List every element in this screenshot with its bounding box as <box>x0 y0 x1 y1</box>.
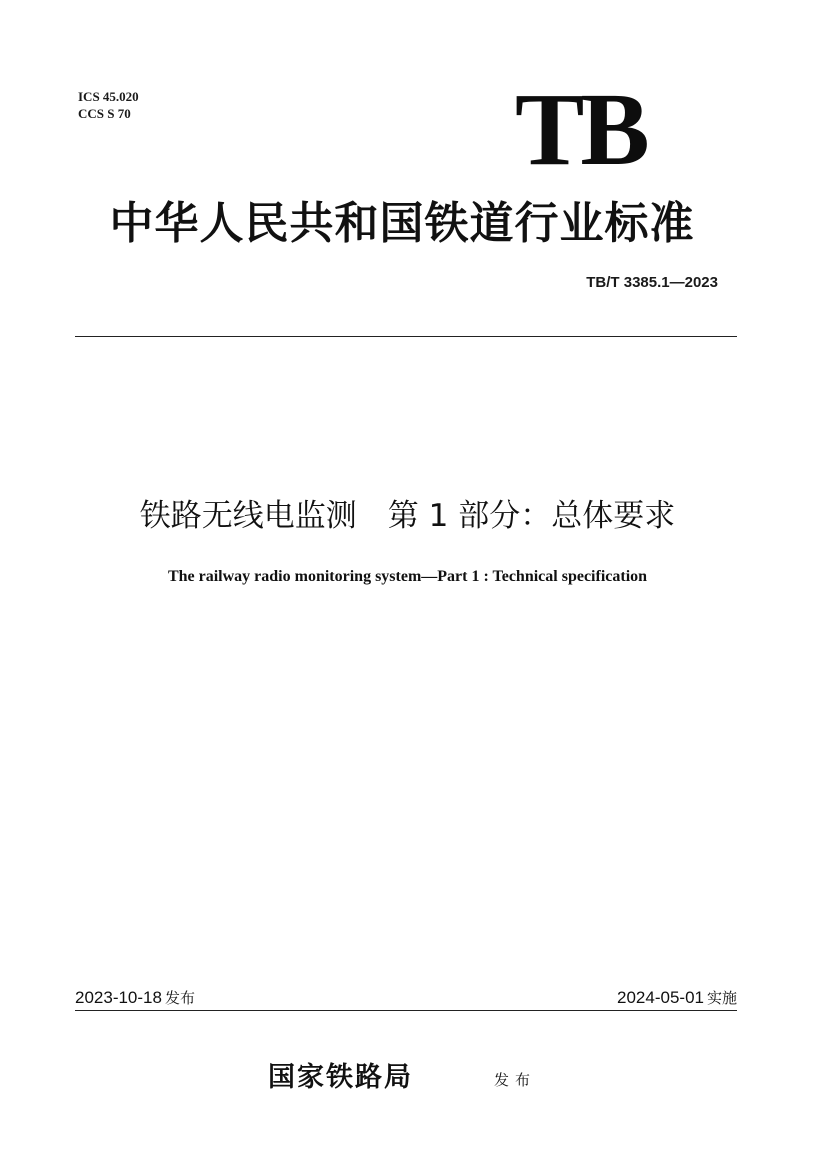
effective-label: 实施 <box>706 989 737 1007</box>
tb-logo: TB <box>515 72 646 187</box>
document-title-chinese: 铁路无线电监测 第 1 部分：总体要求 <box>139 498 676 534</box>
standard-category-title: 中华人民共和国铁道行业标准 <box>109 198 695 249</box>
ccs-code: CCS S 70 <box>78 106 131 121</box>
ics-code: ICS 45.020 <box>78 89 139 104</box>
document-title-english: The railway radio monitoring system—Part 1 : Technical specification <box>167 568 648 585</box>
release-date-block <box>75 986 195 1010</box>
release-date: 2023-10-18 <box>75 988 162 1007</box>
release-label: 发布 <box>164 989 195 1007</box>
top-divider <box>75 336 737 337</box>
effective-date-block <box>617 986 737 1010</box>
standard-number: TB/T 3385.1—2023 <box>586 274 718 291</box>
date-row <box>75 986 737 1010</box>
issuing-authority: 国家铁路局 <box>268 1062 413 1093</box>
bottom-divider <box>75 1010 737 1011</box>
classification-codes <box>78 88 139 122</box>
effective-date: 2024-05-01 <box>617 988 704 1007</box>
issued-label: 发布 <box>494 1071 537 1089</box>
